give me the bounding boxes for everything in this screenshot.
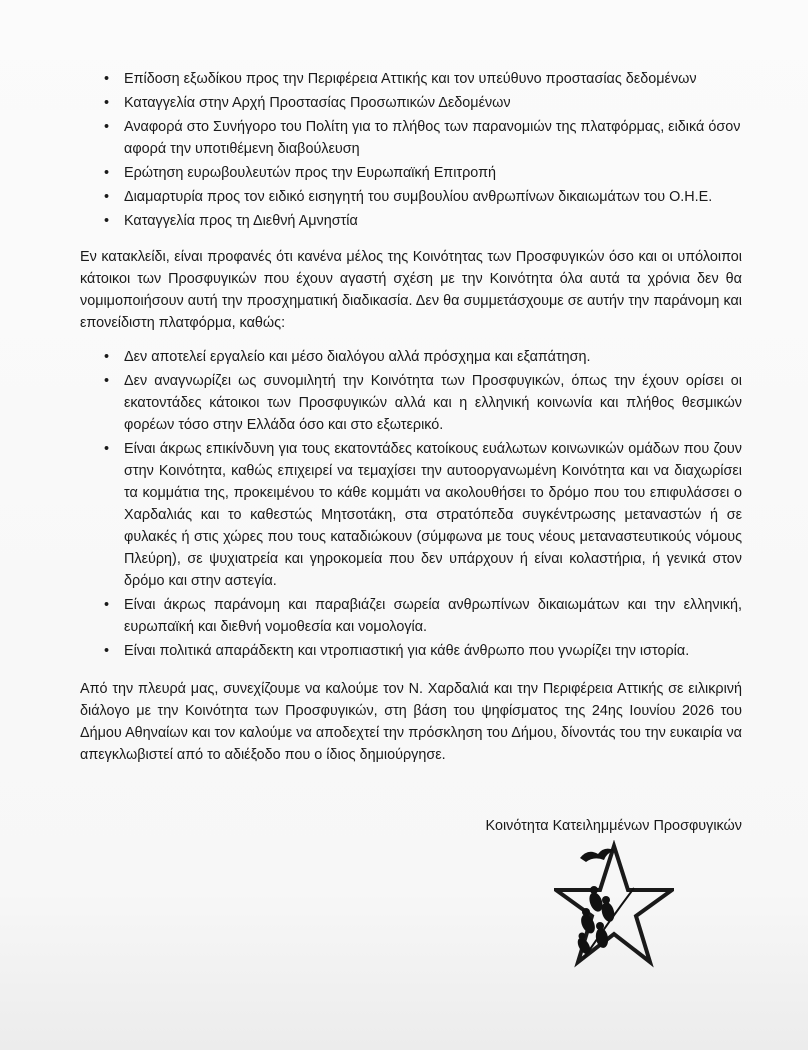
bullet-icon: • [104, 643, 110, 659]
list-item [80, 68, 742, 90]
list-item-text: Δεν αποτελεί εργαλείο και μέσο διαλόγου αλλά πρόσχημα και εξαπάτηση. [124, 349, 591, 365]
list-item-text: Αναφορά στο Συνήγορο του Πολίτη για το πλήθος των παρανομιών της πλατφόρμας, ειδικά όσον αφορά την υποτιθέμενη διαβούλευση [124, 119, 741, 157]
list-item [80, 210, 742, 232]
list-item [80, 370, 742, 436]
bullet-icon: • [104, 71, 110, 87]
list-item [80, 594, 742, 638]
bullet-icon: • [104, 349, 110, 365]
list-item-text: Επίδοση εξωδίκου προς την Περιφέρεια Αττικής και τον υπεύθυνο προστασίας δεδομένων [124, 71, 697, 87]
list-item [80, 640, 742, 662]
signature: Κοινότητα Κατειλημμένων Προσφυγικών [485, 818, 742, 834]
list-item [80, 438, 742, 592]
bullet-icon: • [104, 119, 110, 135]
bullet-icon: • [104, 165, 110, 181]
list-item-text: Ερώτηση ευρωβουλευτών προς την Ευρωπαϊκή Επιτροπή [124, 165, 497, 181]
list-item-text: Καταγγελία προς τη Διεθνή Αμνηστία [124, 213, 358, 229]
list-item [80, 92, 742, 114]
list-item [80, 346, 742, 368]
list-item-text: Δεν αναγνωρίζει ως συνομιλητή την Κοινότητα των Προσφυγικών, όπως την έχουν ορίσει οι εκατοντάδες κάτοικοι των Προσφυγικών αλλά και η ελληνική κοινωνία και πλήθος θεσμικών φορέων τόσο στην Ελλάδα όσο και στο εξωτερικό. [124, 373, 742, 433]
bullet-icon: • [104, 95, 110, 111]
list-item-text: Είναι άκρως παράνομη και παραβιάζει σωρεία ανθρωπίνων δικαιωμάτων και την ελληνική, ευρωπαϊκή και διεθνή νομοθεσία και νομολογία. [124, 597, 742, 635]
bullet-icon: • [104, 441, 110, 457]
bullet-icon: • [104, 213, 110, 229]
list-item [80, 186, 742, 208]
actions-list [80, 68, 742, 232]
bullet-icon: • [104, 373, 110, 389]
list-item-text: Είναι άκρως επικίνδυνη για τους εκατοντάδες κατοίκους ευάλωτων κοινωνικών ομάδων που ζουν στην Κοινότητα, καθώς επιχειρεί να τεμαχίσει την αυτοοργανωμένη Κοινότητα και να διαχωρίσει τα κομμάτια της, προκειμένου το κάθε κομμάτι να ακολουθήσει το δρόμο που του επιφυλάσσει ο Χαρδαλιάς και το καθεστώς Μητσοτάκη, στα στρατόπεδα συγκέντρωσης μεταναστών ή σε φυλακές ή στις χώρες που τους καταδιώκουν (σύμφωνα με τους νέους μεταναστευτικούς νόμους Πλεύρη), σε ψυχιατρεία και γηροκομεία που δεν υπάρχουν ή είναι κολαστήρια, ή γενικά στον δρόμο και στην αστεγία. [124, 441, 742, 589]
document-body [80, 68, 742, 766]
list-item-text: Είναι πολιτικά απαράδεκτη και ντροπιαστική για κάθε άνθρωπο που γνωρίζει την ιστορία. [124, 643, 690, 659]
list-item-text: Διαμαρτυρία προς τον ειδικό εισηγητή του συμβουλίου ανθρωπίνων δικαιωμάτων του Ο.Η.Ε. [124, 189, 713, 205]
list-item [80, 116, 742, 160]
conclusion-paragraph: Εν κατακλείδι, είναι προφανές ότι κανένα μέλος της Κοινότητας των Προσφυγικών όσο και οι υπόλοιποι κάτοικοι των Προσφυγικών που έχουν αγαστή σχέση με την Κοινότητα όλα αυτά τα χρόνια δεν θα νομιμοποιήσουν αυτή την προσχηματική διαδικασία. Δεν θα συμμετάσχουμε σε αυτήν την παράνομη και επονείδιστη πλατφόρμα, καθώς: [80, 249, 742, 331]
list-item [80, 162, 742, 184]
closing-paragraph: Από την πλευρά μας, συνεχίζουμε να καλούμε τον Ν. Χαρδαλιά και την Περιφέρεια Αττικής σε ειλικρινή διάλογο με την Κοινότητα των Προσφυγικών, στη βάση του ψηφίσματος της 24ης Ιουνίου 2026 του Δήμου Αθηναίων και τον καλούμε να αποδεχτεί την πρόσκληση του Δήμου, δίνοντάς του την ευκαιρία να απεγκλωβιστεί από το αδιέξοδο που ο ίδιος δημιούργησε. [80, 681, 742, 763]
list-item-text: Καταγγελία στην Αρχή Προστασίας Προσωπικών Δεδομένων [124, 95, 511, 111]
reasons-list [80, 346, 742, 662]
star-with-birds-icon [554, 840, 674, 972]
bullet-icon: • [104, 189, 110, 205]
bullet-icon: • [104, 597, 110, 613]
